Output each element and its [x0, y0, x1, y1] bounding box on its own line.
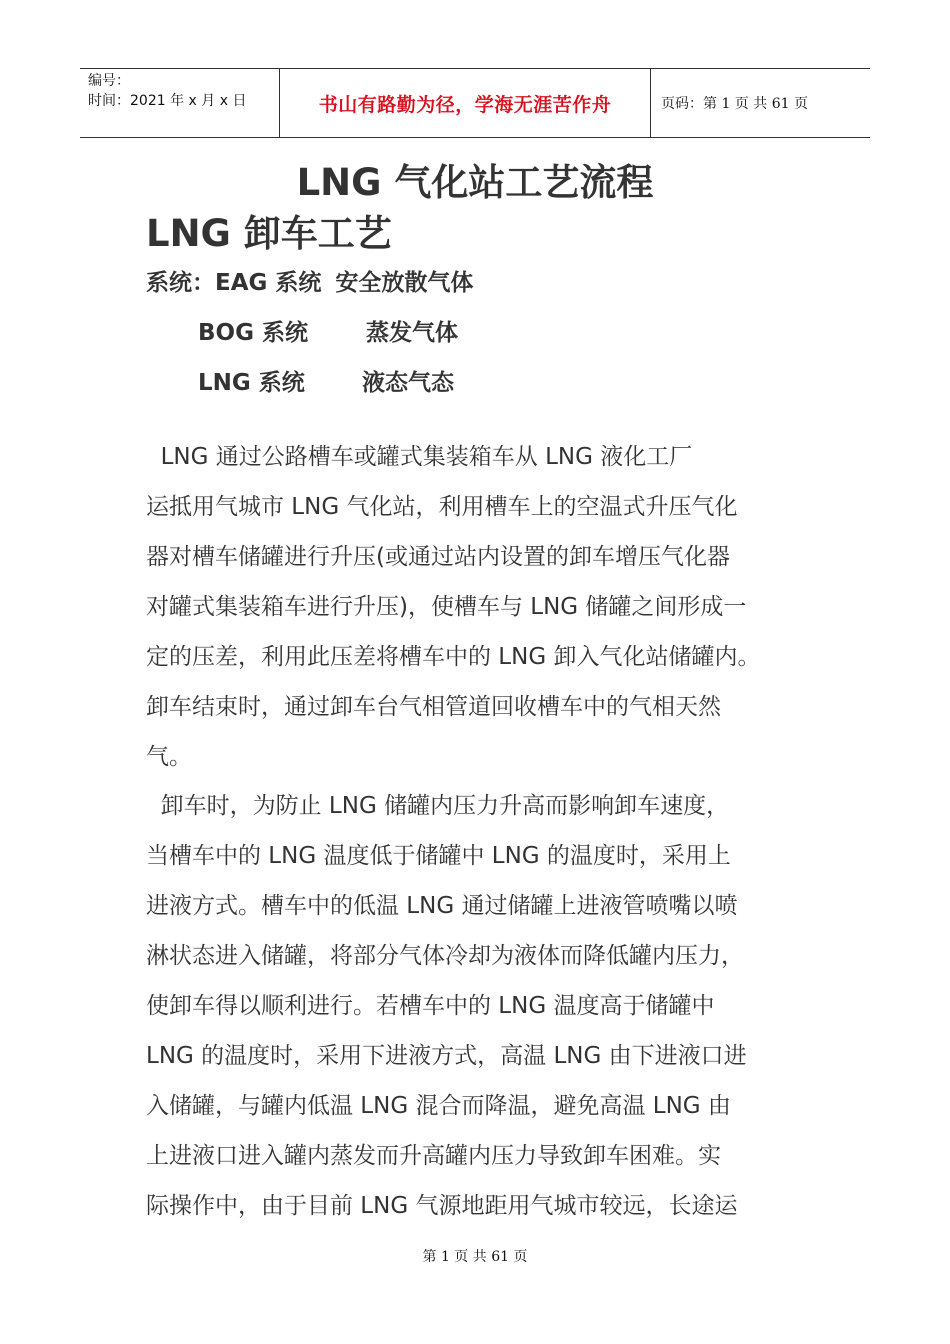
paragraph-line: 卸车时，为防止 LNG 储罐内压力升高而影响卸车速度， [146, 793, 730, 819]
number-label: 编号： [88, 73, 130, 89]
system-term: EAG 系统 [215, 270, 322, 296]
system-line-eag [146, 266, 473, 300]
paragraph-line: 上进液口进入罐内蒸发而升高罐内压力导致卸车困难。实 [146, 1143, 721, 1169]
paragraph-2 [146, 781, 816, 1231]
system-term: BOG 系统 [198, 320, 308, 346]
system-desc: 蒸发气体 [366, 320, 458, 346]
systems-label: 系统： [146, 270, 215, 296]
paragraph-line: 使卸车得以顺利进行。若槽车中的 LNG 温度高于储罐中 [146, 993, 715, 1019]
system-line-lng [198, 366, 454, 400]
document-title: LNG 气化站工艺流程 [296, 161, 654, 204]
header-meta [80, 69, 280, 137]
system-desc: 安全放散气体 [335, 270, 474, 296]
paragraph-line: LNG 通过公路槽车或罐式集装箱车从 LNG 液化工厂 [146, 444, 693, 470]
paragraph-1 [146, 432, 816, 782]
paragraph-line: 当槽车中的 LNG 温度低于储罐中 LNG 的温度时，采用上 [146, 843, 731, 869]
paragraph-line: 卸车结束时，通过卸车台气相管道回收槽车中的气相天然 [146, 694, 721, 720]
paragraph-line: LNG 的温度时，采用下进液方式，高温 LNG 由下进液口进 [146, 1043, 747, 1069]
system-line-bog [198, 316, 458, 350]
page-footer: 第 1 页 共 61 页 [422, 1249, 528, 1265]
paragraph-line: 入储罐，与罐内低温 LNG 混合而降温，避免高温 LNG 由 [146, 1093, 731, 1119]
time-label: 时间：2021 年 x 月 x 日 [88, 93, 247, 109]
header-motto: 书山有路勤为径，学海无涯苦作舟 [280, 69, 651, 137]
paragraph-line: 淋状态进入储罐，将部分气体冷却为液体而降低罐内压力， [146, 943, 744, 969]
page-header [80, 68, 870, 138]
section-heading: LNG 卸车工艺 [146, 212, 392, 255]
paragraph-line: 气。 [146, 744, 192, 770]
paragraph-line: 运抵用气城市 LNG 气化站，利用槽车上的空温式升压气化 [146, 494, 738, 520]
header-page-info: 页码：第 1 页 共 61 页 [661, 96, 808, 112]
paragraph-line: 对罐式集装箱车进行升压)，使槽车与 LNG 储罐之间形成一 [146, 594, 747, 620]
paragraph-line: 进液方式。槽车中的低温 LNG 通过储罐上进液管喷嘴以喷 [146, 893, 738, 919]
paragraph-line: 际操作中，由于目前 LNG 气源地距用气城市较远，长途运 [146, 1193, 738, 1219]
paragraph-line: 定的压差，利用此压差将槽车中的 LNG 卸入气化站储罐内。 [146, 644, 761, 670]
paragraph-line: 器对槽车储罐进行升压(或通过站内设置的卸车增压气化器 [146, 544, 730, 570]
system-term: LNG 系统 [198, 370, 305, 396]
system-desc: 液态气态 [362, 370, 454, 396]
